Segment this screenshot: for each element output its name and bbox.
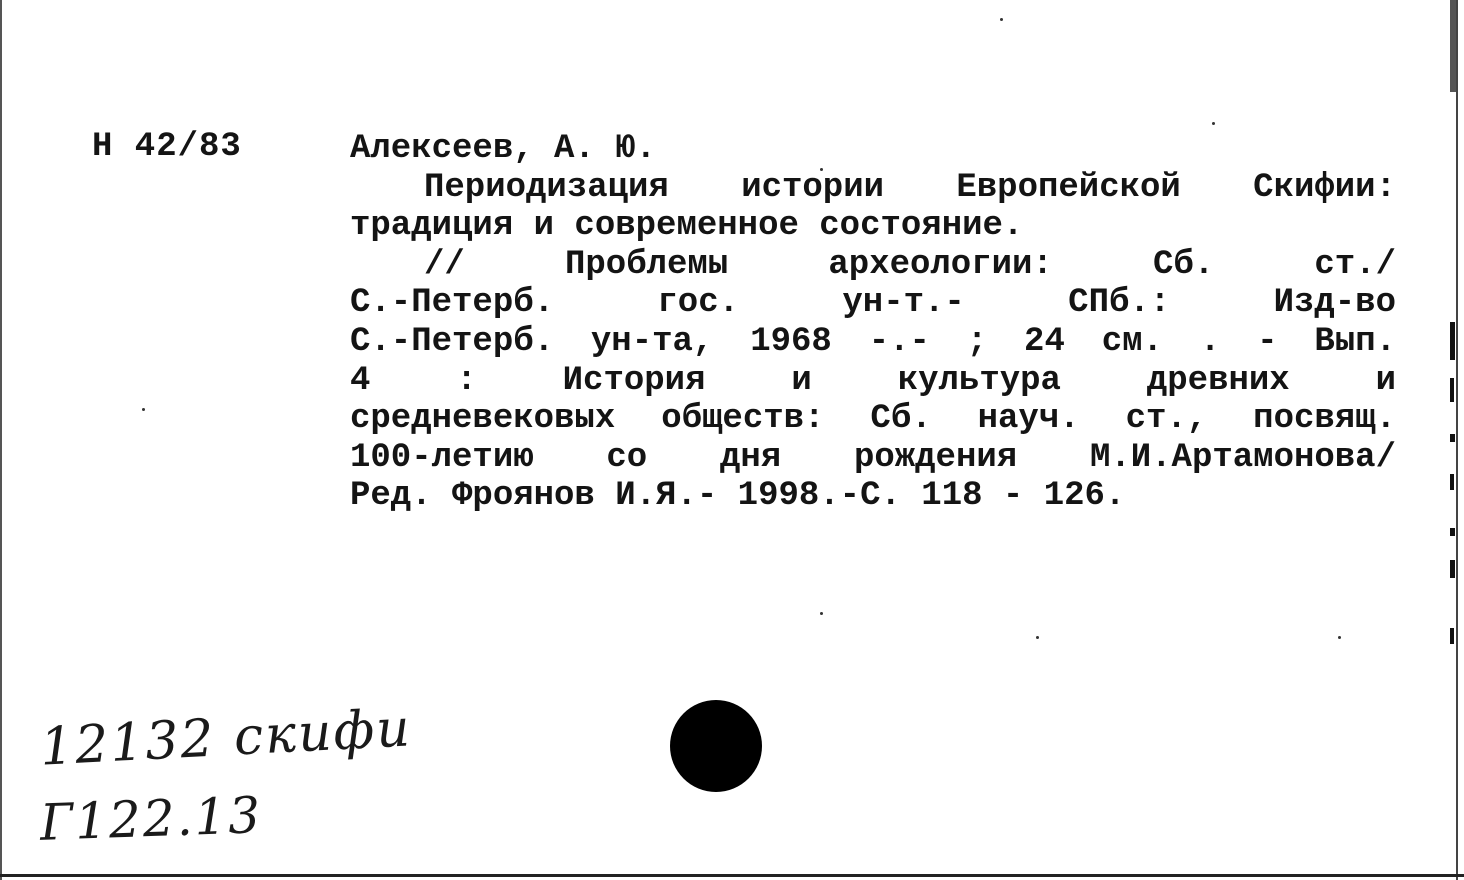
dust-speck — [820, 612, 823, 615]
card-right-edge — [1456, 0, 1458, 880]
card-edge-mark — [1450, 322, 1455, 360]
entry-line: С.-Петерб. ун-та, 1968 -.- ; 24 см. . - Вып. — [350, 322, 1396, 361]
handwritten-note-2: Г122.13 — [39, 786, 264, 852]
entry-line: // Проблемы археологии: Сб. ст./ — [424, 245, 1396, 284]
card-edge-mark — [1450, 474, 1454, 490]
handwritten-note-1: 12132 скифи — [38, 698, 414, 778]
card-edge-mark — [1450, 434, 1455, 442]
card-edge-mark — [1450, 560, 1455, 578]
dust-speck — [1000, 18, 1003, 21]
card-left-edge — [0, 0, 2, 880]
entry-line: средневековых обществ: Сб. науч. ст., посвящ. — [350, 400, 1396, 439]
dust-speck — [142, 408, 145, 411]
card-bottom-edge — [0, 874, 1464, 877]
dust-speck — [1338, 636, 1341, 639]
card-punch-hole — [670, 700, 762, 792]
dust-speck — [1212, 122, 1215, 125]
entry-line: Ред. Фроянов И.Я.- 1998.-С. 118 - 126. — [350, 477, 1126, 516]
card-edge-mark — [1450, 378, 1454, 402]
bibliographic-entry — [350, 130, 1396, 516]
card-edge-mark — [1450, 528, 1455, 536]
card-edge-mark — [1450, 0, 1456, 92]
entry-author: Алексеев, А. Ю. — [350, 130, 657, 168]
entry-line: Периодизация истории Европейской Скифии: — [424, 168, 1396, 207]
entry-line: С.-Петерб. гос. ун-т.- СПб.: Изд-во — [350, 284, 1396, 323]
shelfmark: Н 42/83 — [92, 128, 242, 166]
entry-line: 100-летию со дня рождения М.И.Артамонова/ — [350, 438, 1396, 477]
entry-line: традиция и современное состояние. — [350, 207, 1024, 246]
entry-line: 4 : История и культура древних и — [350, 361, 1396, 400]
card-edge-mark — [1450, 628, 1454, 644]
dust-speck — [1036, 636, 1039, 639]
